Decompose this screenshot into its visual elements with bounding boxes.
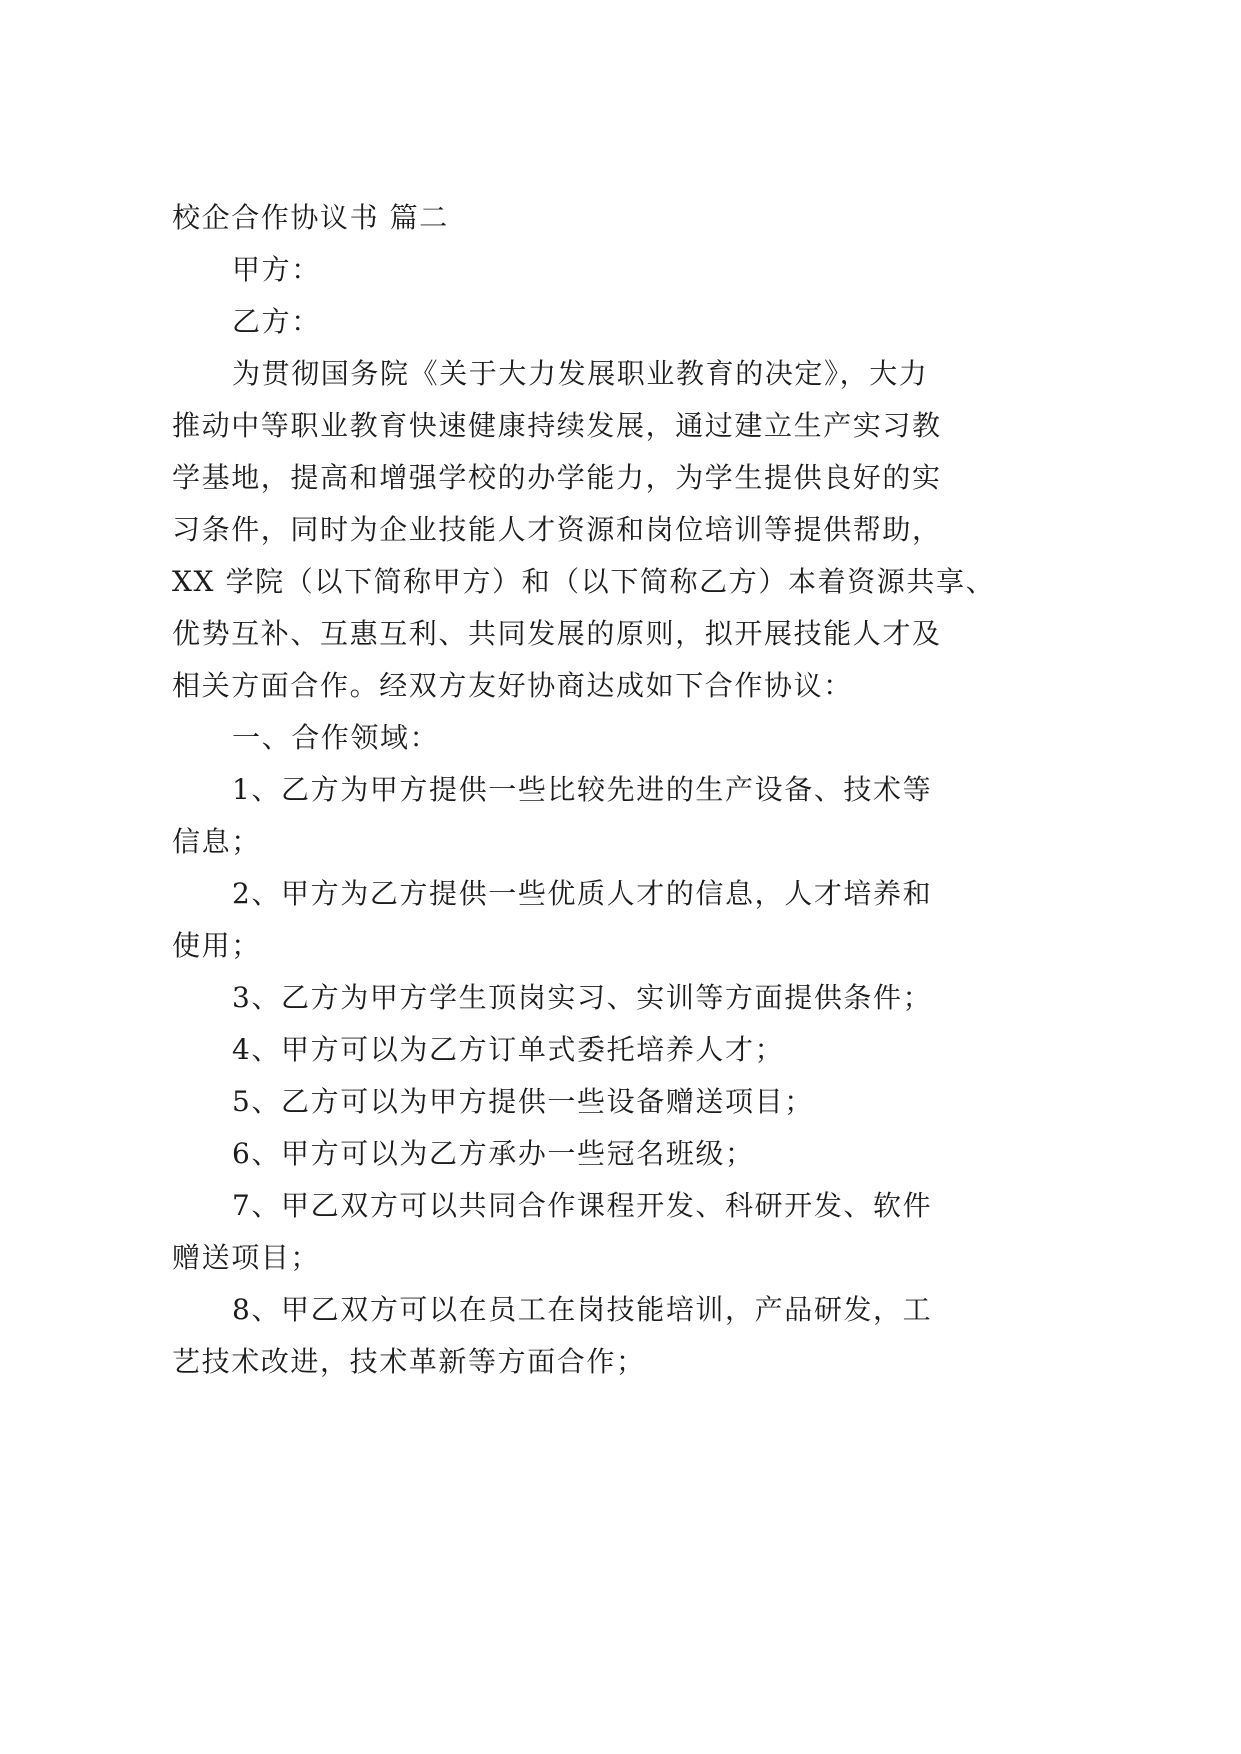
paragraph-line: 赠送项目； [172,1241,321,1274]
paragraph-line: 1、乙方为甲方提供一些比较先进的生产设备、技术等 [232,773,933,806]
paragraph-line: 信息； [172,825,261,858]
document-body [172,192,996,1388]
paragraph-line: 乙方： [232,305,321,338]
party-b-paragraph [172,296,972,348]
clause-item [172,764,972,868]
document-title: 校企合作协议书 篇二 [172,201,449,234]
paragraph-line: XX 学院（以下简称甲方）和（以下简称乙方）本着资源共享、 [172,565,996,598]
party-a-paragraph [172,244,972,296]
paragraph-line: 4、甲方可以为乙方订单式委托培养人才； [232,1033,785,1066]
clause-item [172,1076,972,1128]
clause-item [172,868,972,972]
paragraph-line: 艺技术改进，技术革新等方面合作； [172,1345,646,1378]
section-heading [172,712,972,764]
clause-item [172,972,972,1024]
preamble-paragraph [172,348,996,712]
clause-item [172,1024,972,1076]
paragraph-line: 8、甲乙双方可以在员工在岗技能培训，产品研发，工 [232,1293,933,1326]
paragraph-line: 5、乙方可以为甲方提供一些设备赠送项目； [232,1085,814,1118]
paragraph-line: 3、乙方为甲方学生顶岗实习、实训等方面提供条件； [232,981,933,1014]
paragraph-line: 相关方面合作。经双方友好协商达成如下合作协议： [172,669,853,702]
clause-item [172,1180,972,1284]
paragraph-line: 为贯彻国务院《关于大力发展职业教育的决定》，大力 [232,357,929,390]
paragraph-line: 学基地，提高和增强学校的办学能力，为学生提供良好的实 [172,461,942,494]
paragraph-line: 优势互补、互惠互利、共同发展的原则，拟开展技能人才及 [172,617,942,650]
paragraph-line: 使用； [172,929,261,962]
clause-item [172,1128,972,1180]
paragraph-line: 7、甲乙双方可以共同合作课程开发、科研开发、软件 [232,1189,933,1222]
paragraph-line: 甲方： [232,253,321,286]
paragraph-line: 6、甲方可以为乙方承办一些冠名班级； [232,1137,755,1170]
paragraph-line: 一、合作领域： [232,721,440,754]
paragraph-line: 推动中等职业教育快速健康持续发展，通过建立生产实习教 [172,409,942,442]
paragraph-line: 2、甲方为乙方提供一些优质人才的信息，人才培养和 [232,877,933,910]
clause-item [172,1284,972,1388]
paragraph-line: 习条件，同时为企业技能人才资源和岗位培训等提供帮助， [172,513,942,546]
